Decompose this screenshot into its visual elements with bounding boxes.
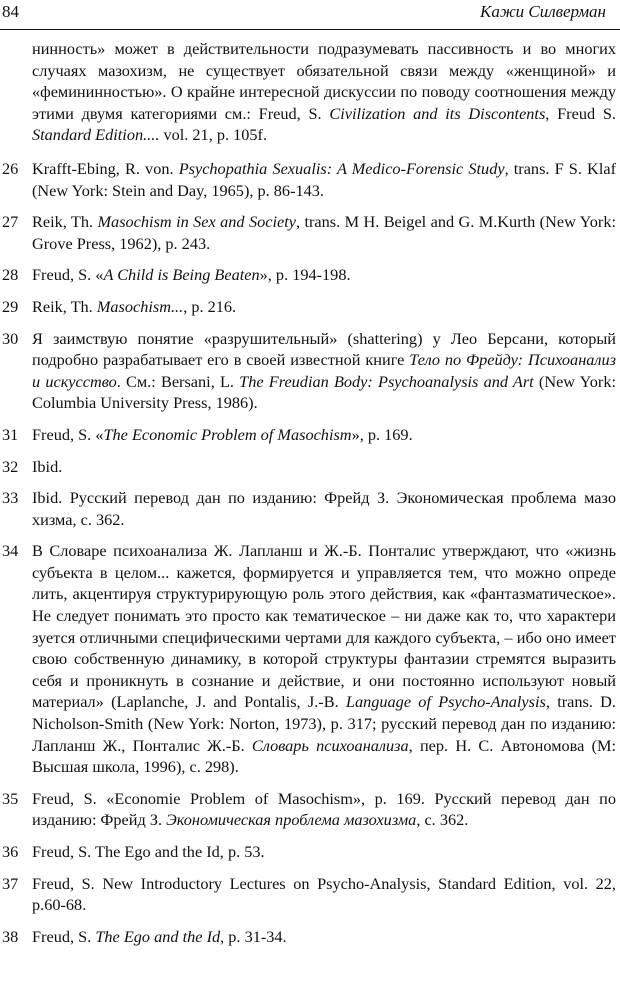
endnote-text	[32, 873, 616, 916]
endnote-text	[32, 487, 616, 530]
text-run: , trans. F S. Klaf (New York: Stein and Day, 1965), p. 86-143.	[32, 158, 616, 200]
italic-title: Standard Edition....	[32, 125, 160, 145]
italic-title: Masochism in Sex and Society	[97, 212, 296, 232]
endnote-number: 37	[2, 873, 19, 893]
italic-title: Masochism...	[96, 296, 184, 316]
text-run: , trans. M H. Beigel and G. M.Kurth (New York: Grove Press, 1962), p. 243.	[32, 212, 616, 253]
italic-title: The Freudian Body: Psychoanalysis and Art	[239, 371, 534, 391]
endnote-number: 33	[2, 488, 19, 508]
endnote-item	[2, 487, 616, 530]
endnote-number: 32	[2, 456, 19, 476]
running-title: Кажи Силверман	[480, 2, 606, 21]
text-run: (New York: Columbia University Press, 1986).	[32, 371, 616, 413]
endnote-item	[2, 328, 616, 414]
endnote-number: 34	[2, 541, 19, 561]
endnote-number: 27	[2, 212, 19, 232]
text-run: Reik, Th.	[32, 296, 97, 316]
page-header	[0, 2, 620, 30]
text-run: Freud, S. «	[32, 265, 104, 285]
text-run: », p. 194-198.	[259, 265, 351, 285]
endnote-text	[32, 296, 616, 318]
endnote-text	[32, 264, 616, 286]
text-run: Ibid.	[32, 456, 63, 476]
endnote-text	[32, 841, 616, 863]
italic-title: Экономическая проблема мазохизма	[166, 810, 417, 830]
endnote-item	[2, 873, 616, 916]
endnote-number: 28	[2, 265, 19, 285]
text-run: В Словаре психоанализа Ж. Лапланш и Ж.-Б. Понталис утверждают, что «жизнь субъекта в целом... кажется, формируется и управляется тем, что можно опреде лить, акцентируя структурирующую роль этого действия, как «фантазматическое». Не следует понимать это просто как тематическое – ни даже как то, что характери зуется отличными специфическими чертами для каждого субъекта, – ибо оно имеет свою собственную динамику, в которой структуры фантазии стремятся выразить себя и проникнуть в сознание и действие, и они постоянно используют новый материал» (Laplanche, J. and Pontalis, J.-B.	[32, 541, 616, 712]
endnote-continuation	[2, 38, 616, 146]
endnote-text	[32, 211, 616, 254]
text-run: Freud, S.	[32, 926, 96, 946]
endnote-text	[32, 540, 616, 778]
text-run: Freud, S. «Economie Problem of Masochism», p. 169. Русский перевод дан по изданию: Фрейд З.	[32, 788, 616, 830]
endnote-number: 30	[2, 328, 19, 348]
text-run: Ibid. Русский перевод дан по изданию: Фрейд З. Экономическая проблема мазо хизма, с. 362.	[32, 488, 616, 529]
endnote-item	[2, 540, 616, 778]
text-run: Freud, S. The Ego and the Id, p. 53.	[32, 842, 265, 861]
endnote-text	[32, 328, 616, 414]
text-run: , p. 31-34.	[220, 926, 287, 946]
text-run: . См.: Bersani, L.	[116, 371, 240, 391]
italic-title: Language of Psycho-Analysis	[345, 692, 546, 712]
italic-title: The Economic Problem of Masochism	[103, 424, 352, 444]
text-run: Freud, S. New Introductory Lectures on Psycho-Analysis, Standard Edition, vol. 22, p.60-68.	[32, 873, 616, 915]
endnote-text	[32, 456, 616, 478]
italic-title: Psychopathia Sexualis: A Medico-Forensic Study	[178, 158, 505, 178]
endnote-item	[2, 456, 616, 478]
endnote-text	[32, 424, 616, 446]
endnotes-list	[2, 38, 616, 957]
endnote-item	[2, 926, 616, 948]
text-run: , Freud S.	[545, 103, 616, 123]
text-run: Freud, S. «	[32, 424, 104, 444]
endnote-item	[2, 296, 616, 318]
endnote-text	[32, 788, 616, 831]
text-run: Reik, Th.	[32, 212, 98, 232]
header-rule	[0, 29, 620, 30]
endnote-number: 35	[2, 788, 19, 808]
text-run: Я заимствую понятие «разрушительный» (shattering) у Лео Берсани, который подробно разрабатывает его в своей известной книге	[32, 328, 616, 370]
text-run: , пер. Н. С. Автономова (М: Высшая школа, 1996), с. 298).	[32, 735, 616, 777]
endnote-item	[2, 211, 616, 254]
text-run: vol. 21, p. 105f.	[159, 125, 268, 145]
endnote-number: 36	[2, 842, 19, 861]
italic-title: Civilization and its Discontents	[329, 103, 546, 123]
endnote-number: 29	[2, 296, 19, 316]
endnote-number: 38	[2, 926, 19, 946]
endnote-text	[32, 38, 616, 146]
endnote-item	[2, 424, 616, 446]
text-run: , p. 216.	[183, 296, 237, 316]
text-run: », p. 169.	[351, 424, 413, 444]
italic-title: Словарь психоанализа	[251, 735, 409, 755]
text-run: , с. 362.	[416, 810, 469, 830]
text-run: нинность» может в действительности подразумевать пассивность и во многих случаях мазохизм, не существует обязательной связи между «женщиной» и «фемининностью». О крайне интересной дискуссии по поводу соотношения между этими двумя категориями см.: Freud, S.	[32, 39, 616, 123]
italic-title: Тело по Фрейду: Психоанализ и искусство	[32, 350, 617, 391]
endnote-item	[2, 788, 616, 831]
italic-title: The Ego and the Id	[95, 926, 221, 946]
endnote-item	[2, 841, 616, 863]
page-number: 84	[2, 2, 19, 21]
endnote-item	[2, 158, 616, 201]
endnote-text	[32, 158, 616, 201]
endnote-item	[2, 264, 616, 286]
text-run: , trans. D. Nicholson-Smith (New York: Norton, 1973), p. 317; русский перевод дан по изданию: Лапланш Ж., Понталис Ж.-Б.	[32, 692, 617, 755]
endnote-text	[32, 926, 616, 948]
endnote-number: 31	[2, 424, 19, 444]
italic-title: A Child is Being Beaten	[103, 265, 260, 285]
endnote-number: 26	[2, 158, 19, 178]
text-run: Krafft-Ebing, R. von.	[32, 158, 179, 178]
